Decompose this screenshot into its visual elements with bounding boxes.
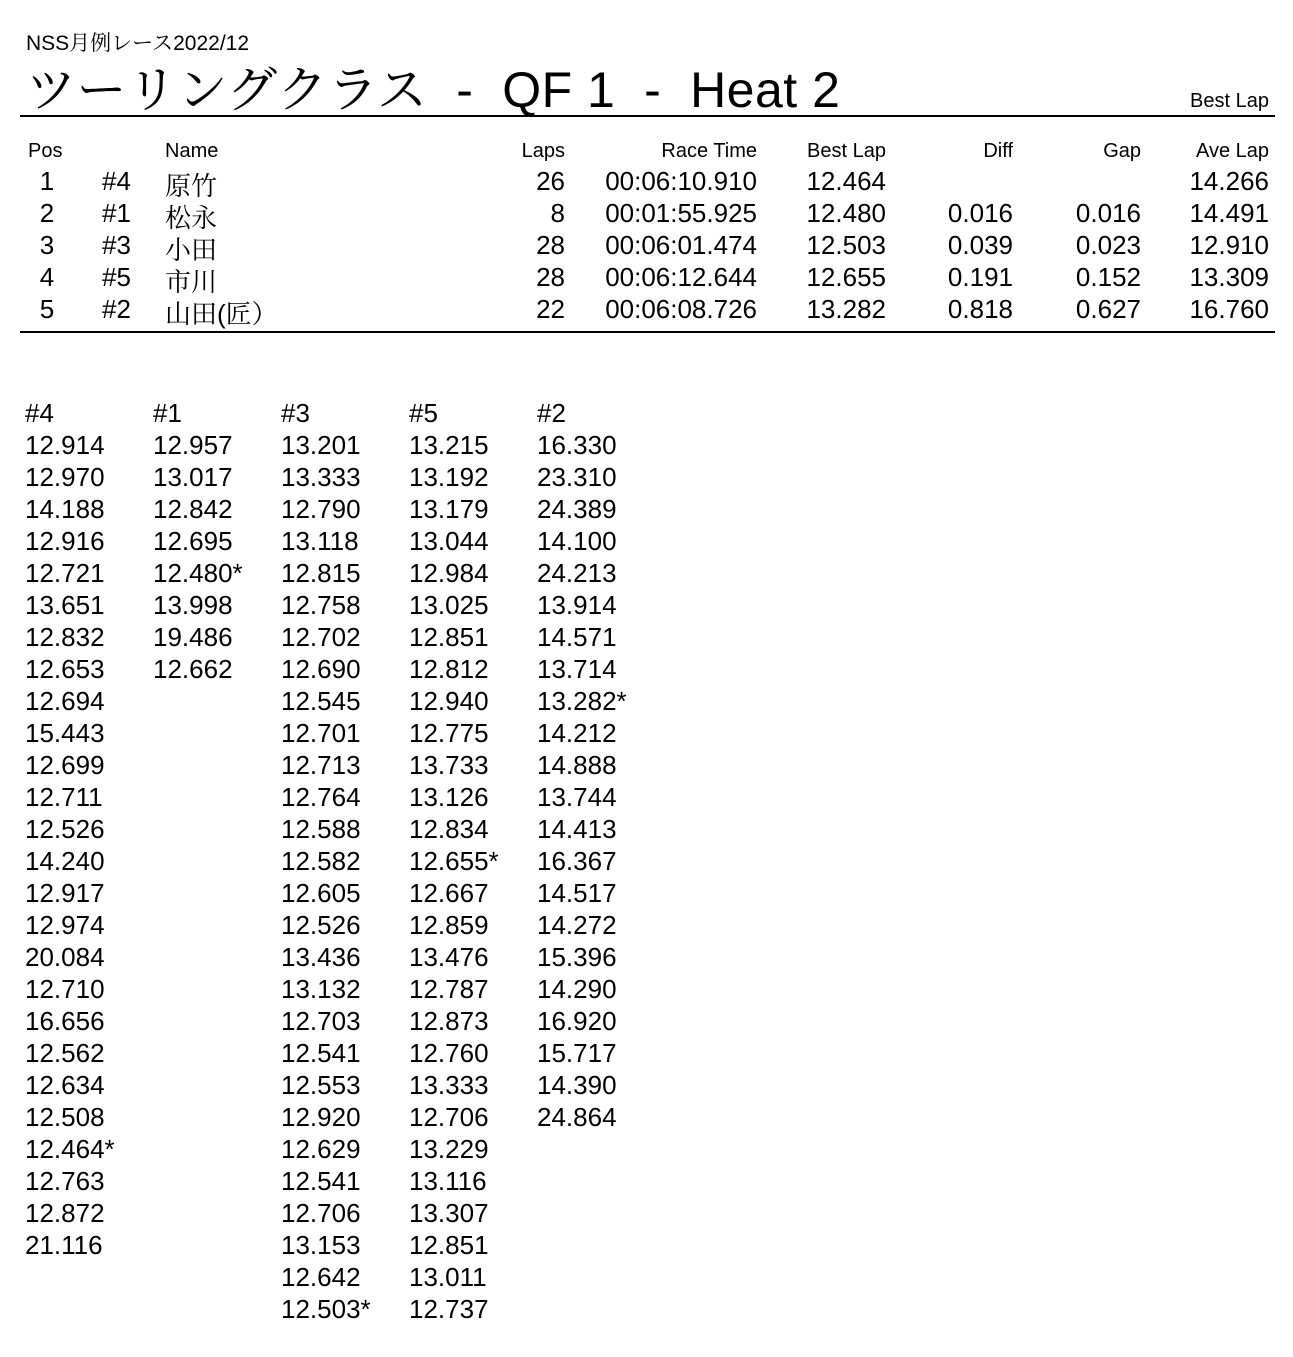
lap-time: 12.758 — [281, 590, 361, 620]
lap-time: 12.553 — [281, 1070, 361, 1100]
cell-laps: 28 — [536, 230, 565, 260]
lap-time: 12.662 — [153, 654, 233, 684]
cell-name: 原竹 — [165, 171, 218, 201]
cell-pos: 3 — [39, 230, 55, 260]
lap-time: 13.126 — [409, 782, 489, 812]
cell-ave-lap: 13.309 — [1189, 262, 1269, 292]
cell-no: #4 — [102, 166, 131, 196]
lap-time: 12.480* — [153, 558, 243, 588]
lap-time: 12.851 — [409, 1230, 489, 1260]
lap-time: 14.188 — [25, 494, 105, 524]
cell-gap: 0.627 — [1075, 294, 1141, 324]
lap-time: 12.916 — [25, 526, 105, 556]
bottom-divider — [20, 331, 1275, 333]
lap-column — [409, 397, 537, 1325]
cell-best-lap: 13.282 — [806, 294, 886, 324]
lap-time: 13.132 — [281, 974, 361, 1004]
table-row — [0, 198, 1293, 233]
report-title: ツーリングクラス - QF 1 - Heat 2 — [26, 62, 841, 118]
lap-time: 12.917 — [25, 878, 105, 908]
col-ave-lap-header: Ave Lap — [1195, 140, 1269, 162]
report-subtitle: NSS月例レース2022/12 — [26, 32, 250, 55]
col-diff-header: Diff — [983, 140, 1013, 162]
lap-time: 13.116 — [409, 1166, 487, 1196]
lap-time: 12.713 — [281, 750, 361, 780]
lap-time: 21.116 — [25, 1230, 103, 1260]
lap-time: 13.118 — [281, 526, 359, 556]
lap-time: 15.717 — [537, 1038, 617, 1068]
col-pos-header: Pos — [28, 140, 63, 162]
lap-time: 13.025 — [409, 590, 489, 620]
lap-time: 14.100 — [537, 526, 617, 556]
col-best-lap-header: Best Lap — [807, 140, 886, 162]
cell-name: 山田(匠） — [165, 299, 278, 329]
lap-time: 12.642 — [281, 1262, 361, 1292]
lap-column — [25, 397, 153, 1261]
lap-time: 12.711 — [25, 782, 103, 812]
lap-time: 12.541 — [281, 1166, 361, 1196]
lap-column-header: #1 — [153, 398, 182, 428]
cell-best-lap: 12.480 — [806, 198, 886, 228]
lap-time: 13.914 — [537, 590, 617, 620]
cell-best-lap: 12.655 — [806, 262, 886, 292]
cell-name: 市川 — [165, 267, 218, 297]
lap-time: 12.694 — [25, 686, 105, 716]
lap-time: 14.571 — [537, 622, 617, 652]
lap-time: 12.851 — [409, 622, 489, 652]
cell-race-time: 00:01:55.925 — [605, 198, 757, 228]
lap-column — [537, 397, 665, 1133]
lap-time: 12.940 — [409, 686, 489, 716]
cell-laps: 28 — [536, 262, 565, 292]
lap-time: 12.957 — [153, 430, 233, 460]
table-row — [0, 166, 1293, 201]
lap-time: 13.011 — [409, 1262, 487, 1292]
lap-time: 14.272 — [537, 910, 617, 940]
col-name-header: Name — [165, 140, 219, 162]
lap-time: 14.517 — [537, 878, 617, 908]
lap-time: 12.588 — [281, 814, 361, 844]
lap-time: 13.714 — [537, 654, 617, 684]
lap-time: 12.503* — [281, 1294, 371, 1324]
lap-time: 12.812 — [409, 654, 489, 684]
lap-time: 12.974 — [25, 910, 105, 940]
best-lap-tag: Best Lap — [1190, 90, 1269, 112]
lap-time: 13.476 — [409, 942, 489, 972]
lap-time: 14.390 — [537, 1070, 617, 1100]
cell-no: #2 — [102, 294, 131, 324]
cell-no: #1 — [102, 198, 131, 228]
lap-time: 12.541 — [281, 1038, 361, 1068]
cell-ave-lap: 16.760 — [1189, 294, 1269, 324]
table-row — [0, 294, 1293, 329]
lap-time: 13.744 — [537, 782, 617, 812]
lap-time: 12.920 — [281, 1102, 361, 1132]
lap-column — [153, 397, 281, 685]
cell-best-lap: 12.503 — [806, 230, 886, 260]
lap-time: 12.702 — [281, 622, 361, 652]
lap-time: 13.153 — [281, 1230, 361, 1260]
top-divider — [20, 115, 1275, 117]
cell-ave-lap: 12.910 — [1189, 230, 1269, 260]
lap-time: 12.764 — [281, 782, 361, 812]
lap-time: 12.582 — [281, 846, 361, 876]
lap-time: 13.333 — [281, 462, 361, 492]
results-header-row — [0, 140, 1293, 166]
lap-time: 14.290 — [537, 974, 617, 1004]
lap-time: 12.775 — [409, 718, 489, 748]
lap-time: 13.436 — [281, 942, 361, 972]
cell-laps: 22 — [536, 294, 565, 324]
lap-time: 13.282* — [537, 686, 627, 716]
lap-time: 12.706 — [281, 1198, 361, 1228]
lap-time: 12.653 — [25, 654, 105, 684]
lap-time: 12.859 — [409, 910, 489, 940]
lap-time: 14.888 — [537, 750, 617, 780]
lap-time: 19.486 — [153, 622, 233, 652]
cell-name: 小田 — [165, 235, 218, 265]
lap-time: 12.699 — [25, 750, 105, 780]
cell-ave-lap: 14.266 — [1189, 166, 1269, 196]
lap-time: 12.667 — [409, 878, 489, 908]
cell-pos: 5 — [39, 294, 55, 324]
lap-time: 13.307 — [409, 1198, 489, 1228]
lap-time: 12.834 — [409, 814, 489, 844]
lap-column-header: #3 — [281, 398, 310, 428]
cell-name: 松永 — [165, 203, 218, 233]
lap-time: 16.656 — [25, 1006, 105, 1036]
lap-time: 24.389 — [537, 494, 617, 524]
lap-time: 16.920 — [537, 1006, 617, 1036]
lap-time: 13.179 — [409, 494, 489, 524]
table-row — [0, 262, 1293, 297]
col-laps-header: Laps — [521, 140, 565, 162]
lap-time: 12.873 — [409, 1006, 489, 1036]
lap-time: 13.192 — [409, 462, 489, 492]
cell-best-lap: 12.464 — [806, 166, 886, 196]
lap-time: 12.706 — [409, 1102, 489, 1132]
lap-time: 12.737 — [409, 1294, 489, 1324]
lap-column-header: #5 — [409, 398, 438, 428]
cell-diff: 0.191 — [947, 262, 1013, 292]
lap-time: 12.605 — [281, 878, 361, 908]
lap-time: 12.690 — [281, 654, 361, 684]
lap-column-header: #2 — [537, 398, 566, 428]
cell-diff: 0.818 — [947, 294, 1013, 324]
lap-time: 12.721 — [25, 558, 105, 588]
lap-time: 12.842 — [153, 494, 233, 524]
lap-time: 12.703 — [281, 1006, 361, 1036]
lap-time: 13.017 — [153, 462, 233, 492]
lap-time: 12.970 — [25, 462, 105, 492]
lap-column-header: #4 — [25, 398, 54, 428]
lap-time: 12.701 — [281, 718, 361, 748]
lap-time: 14.212 — [537, 718, 617, 748]
lap-time: 13.215 — [409, 430, 489, 460]
lap-time: 12.760 — [409, 1038, 489, 1068]
lap-time: 12.655* — [409, 846, 499, 876]
cell-pos: 4 — [39, 262, 55, 292]
cell-pos: 1 — [39, 166, 55, 196]
cell-race-time: 00:06:08.726 — [605, 294, 757, 324]
cell-race-time: 00:06:12.644 — [605, 262, 757, 292]
cell-laps: 26 — [536, 166, 565, 196]
lap-time: 12.710 — [25, 974, 105, 1004]
cell-diff: 0.039 — [947, 230, 1013, 260]
lap-time: 13.201 — [281, 430, 361, 460]
lap-time: 13.044 — [409, 526, 489, 556]
lap-time: 13.229 — [409, 1134, 489, 1164]
lap-time: 12.629 — [281, 1134, 361, 1164]
cell-race-time: 00:06:10.910 — [605, 166, 757, 196]
lap-time: 12.562 — [25, 1038, 105, 1068]
cell-ave-lap: 14.491 — [1189, 198, 1269, 228]
lap-time: 13.733 — [409, 750, 489, 780]
lap-time: 12.545 — [281, 686, 361, 716]
lap-time: 12.872 — [25, 1198, 105, 1228]
lap-time: 12.526 — [281, 910, 361, 940]
lap-time: 13.651 — [25, 590, 105, 620]
lap-time: 13.333 — [409, 1070, 489, 1100]
lap-time: 13.998 — [153, 590, 233, 620]
lap-time: 12.763 — [25, 1166, 105, 1196]
lap-time: 12.984 — [409, 558, 489, 588]
results-table — [0, 140, 1293, 329]
lap-time: 12.787 — [409, 974, 489, 1004]
lap-column — [281, 397, 409, 1325]
lap-time: 15.443 — [25, 718, 105, 748]
col-gap-header: Gap — [1103, 140, 1141, 162]
cell-laps: 8 — [550, 198, 565, 228]
lap-time: 14.413 — [537, 814, 617, 844]
lap-time: 12.832 — [25, 622, 105, 652]
lap-time: 24.213 — [537, 558, 617, 588]
results-body — [0, 166, 1293, 329]
lap-time: 15.396 — [537, 942, 617, 972]
col-race-time-header: Race Time — [661, 140, 757, 162]
lap-time: 12.815 — [281, 558, 361, 588]
cell-gap: 0.152 — [1075, 262, 1141, 292]
lap-time: 12.634 — [25, 1070, 105, 1100]
lap-time: 20.084 — [25, 942, 105, 972]
lap-time: 12.695 — [153, 526, 233, 556]
lap-time: 16.330 — [537, 430, 617, 460]
cell-no: #3 — [102, 230, 131, 260]
lap-time: 23.310 — [537, 462, 617, 492]
cell-race-time: 00:06:01.474 — [605, 230, 757, 260]
table-row — [0, 230, 1293, 265]
lap-time: 12.526 — [25, 814, 105, 844]
lap-time: 12.508 — [25, 1102, 105, 1132]
lap-time: 12.914 — [25, 430, 105, 460]
lap-time: 12.790 — [281, 494, 361, 524]
lap-time: 14.240 — [25, 846, 105, 876]
lap-time: 12.464* — [25, 1134, 115, 1164]
lap-time: 24.864 — [537, 1102, 617, 1132]
cell-gap: 0.016 — [1075, 198, 1141, 228]
cell-diff: 0.016 — [947, 198, 1013, 228]
cell-pos: 2 — [39, 198, 55, 228]
cell-no: #5 — [102, 262, 131, 292]
cell-gap: 0.023 — [1075, 230, 1141, 260]
lap-time: 16.367 — [537, 846, 617, 876]
